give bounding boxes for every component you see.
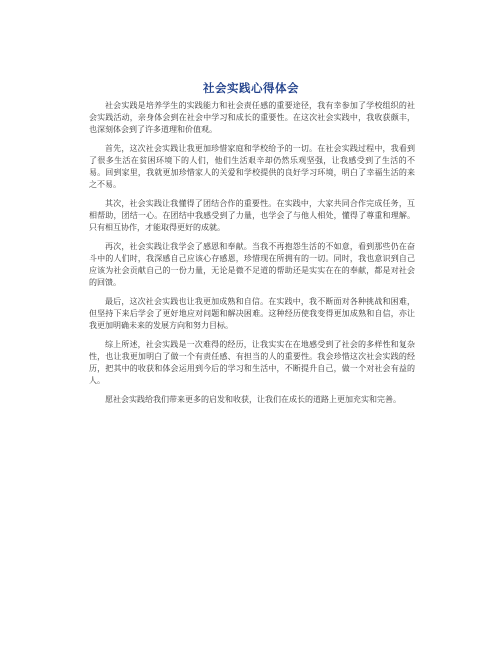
paragraph-summary: 综上所述，社会实践是一次难得的经历，让我实实在在地感受到了社会的多样性和复杂性，也让我更加明白了做一个有责任感、有担当的人的重要性。我会珍惜这次社会实践的经历，把其中的收获和体会运用到今后的学习和生活中，不断提升自己，做一个对社会有益的人。 (89, 340, 415, 385)
paragraph-first: 首先，这次社会实践让我更加珍惜家庭和学校给予的一切。在社会实践过程中，我看到了很多生活在贫困环境下的人们，他们生活艰辛却仍然乐观坚强，让我感受到了生活的不易。回到家里，我就更加珍惜家人的关爱和学校提供的良好学习环境，明白了幸福生活的来之不易。 (89, 144, 415, 189)
paragraph-third: 再次，社会实践让我学会了感恩和奉献。当我不再抱怨生活的不如意，看到那些仍在奋斗中的人们时，我深感自己应该心存感恩，珍惜现在所拥有的一切。同时，我也意识到自己应该为社会贡献自己的一份力量，无论是微不足道的帮助还是实实在在的奉献，都是对社会的回馈。 (89, 242, 415, 287)
document-body (89, 100, 415, 413)
paragraph-intro: 社会实践是培养学生的实践能力和社会责任感的重要途径，我有幸参加了学校组织的社会实践活动，亲身体会到在社会中学习和成长的重要性。在这次社会实践中，我收获颇丰，也深刻体会到了许多道理和价值观。 (89, 101, 415, 134)
paragraph-second: 其次，社会实践让我懂得了团结合作的重要性。在实践中，大家共同合作完成任务，互相帮助，团结一心。在团结中我感受到了力量，也学会了与他人相处，懂得了尊重和理解。只有相互协作，才能取得更好的成就。 (89, 199, 415, 232)
paragraph-closing: 愿社会实践给我们带来更多的启发和收获，让我们在成长的道路上更加充实和完善。 (105, 395, 401, 404)
paragraph-last: 最后，这次社会实践也让我更加成熟和自信。在实践中，我不断面对各种挑战和困难，但坚持下来后学会了更好地应对问题和解决困难。这种经历使我变得更加成熟和自信，亦让我更加明确未来的发展方向和努力目标。 (89, 297, 415, 330)
document-title: 社会实践心得体会 (203, 81, 299, 95)
